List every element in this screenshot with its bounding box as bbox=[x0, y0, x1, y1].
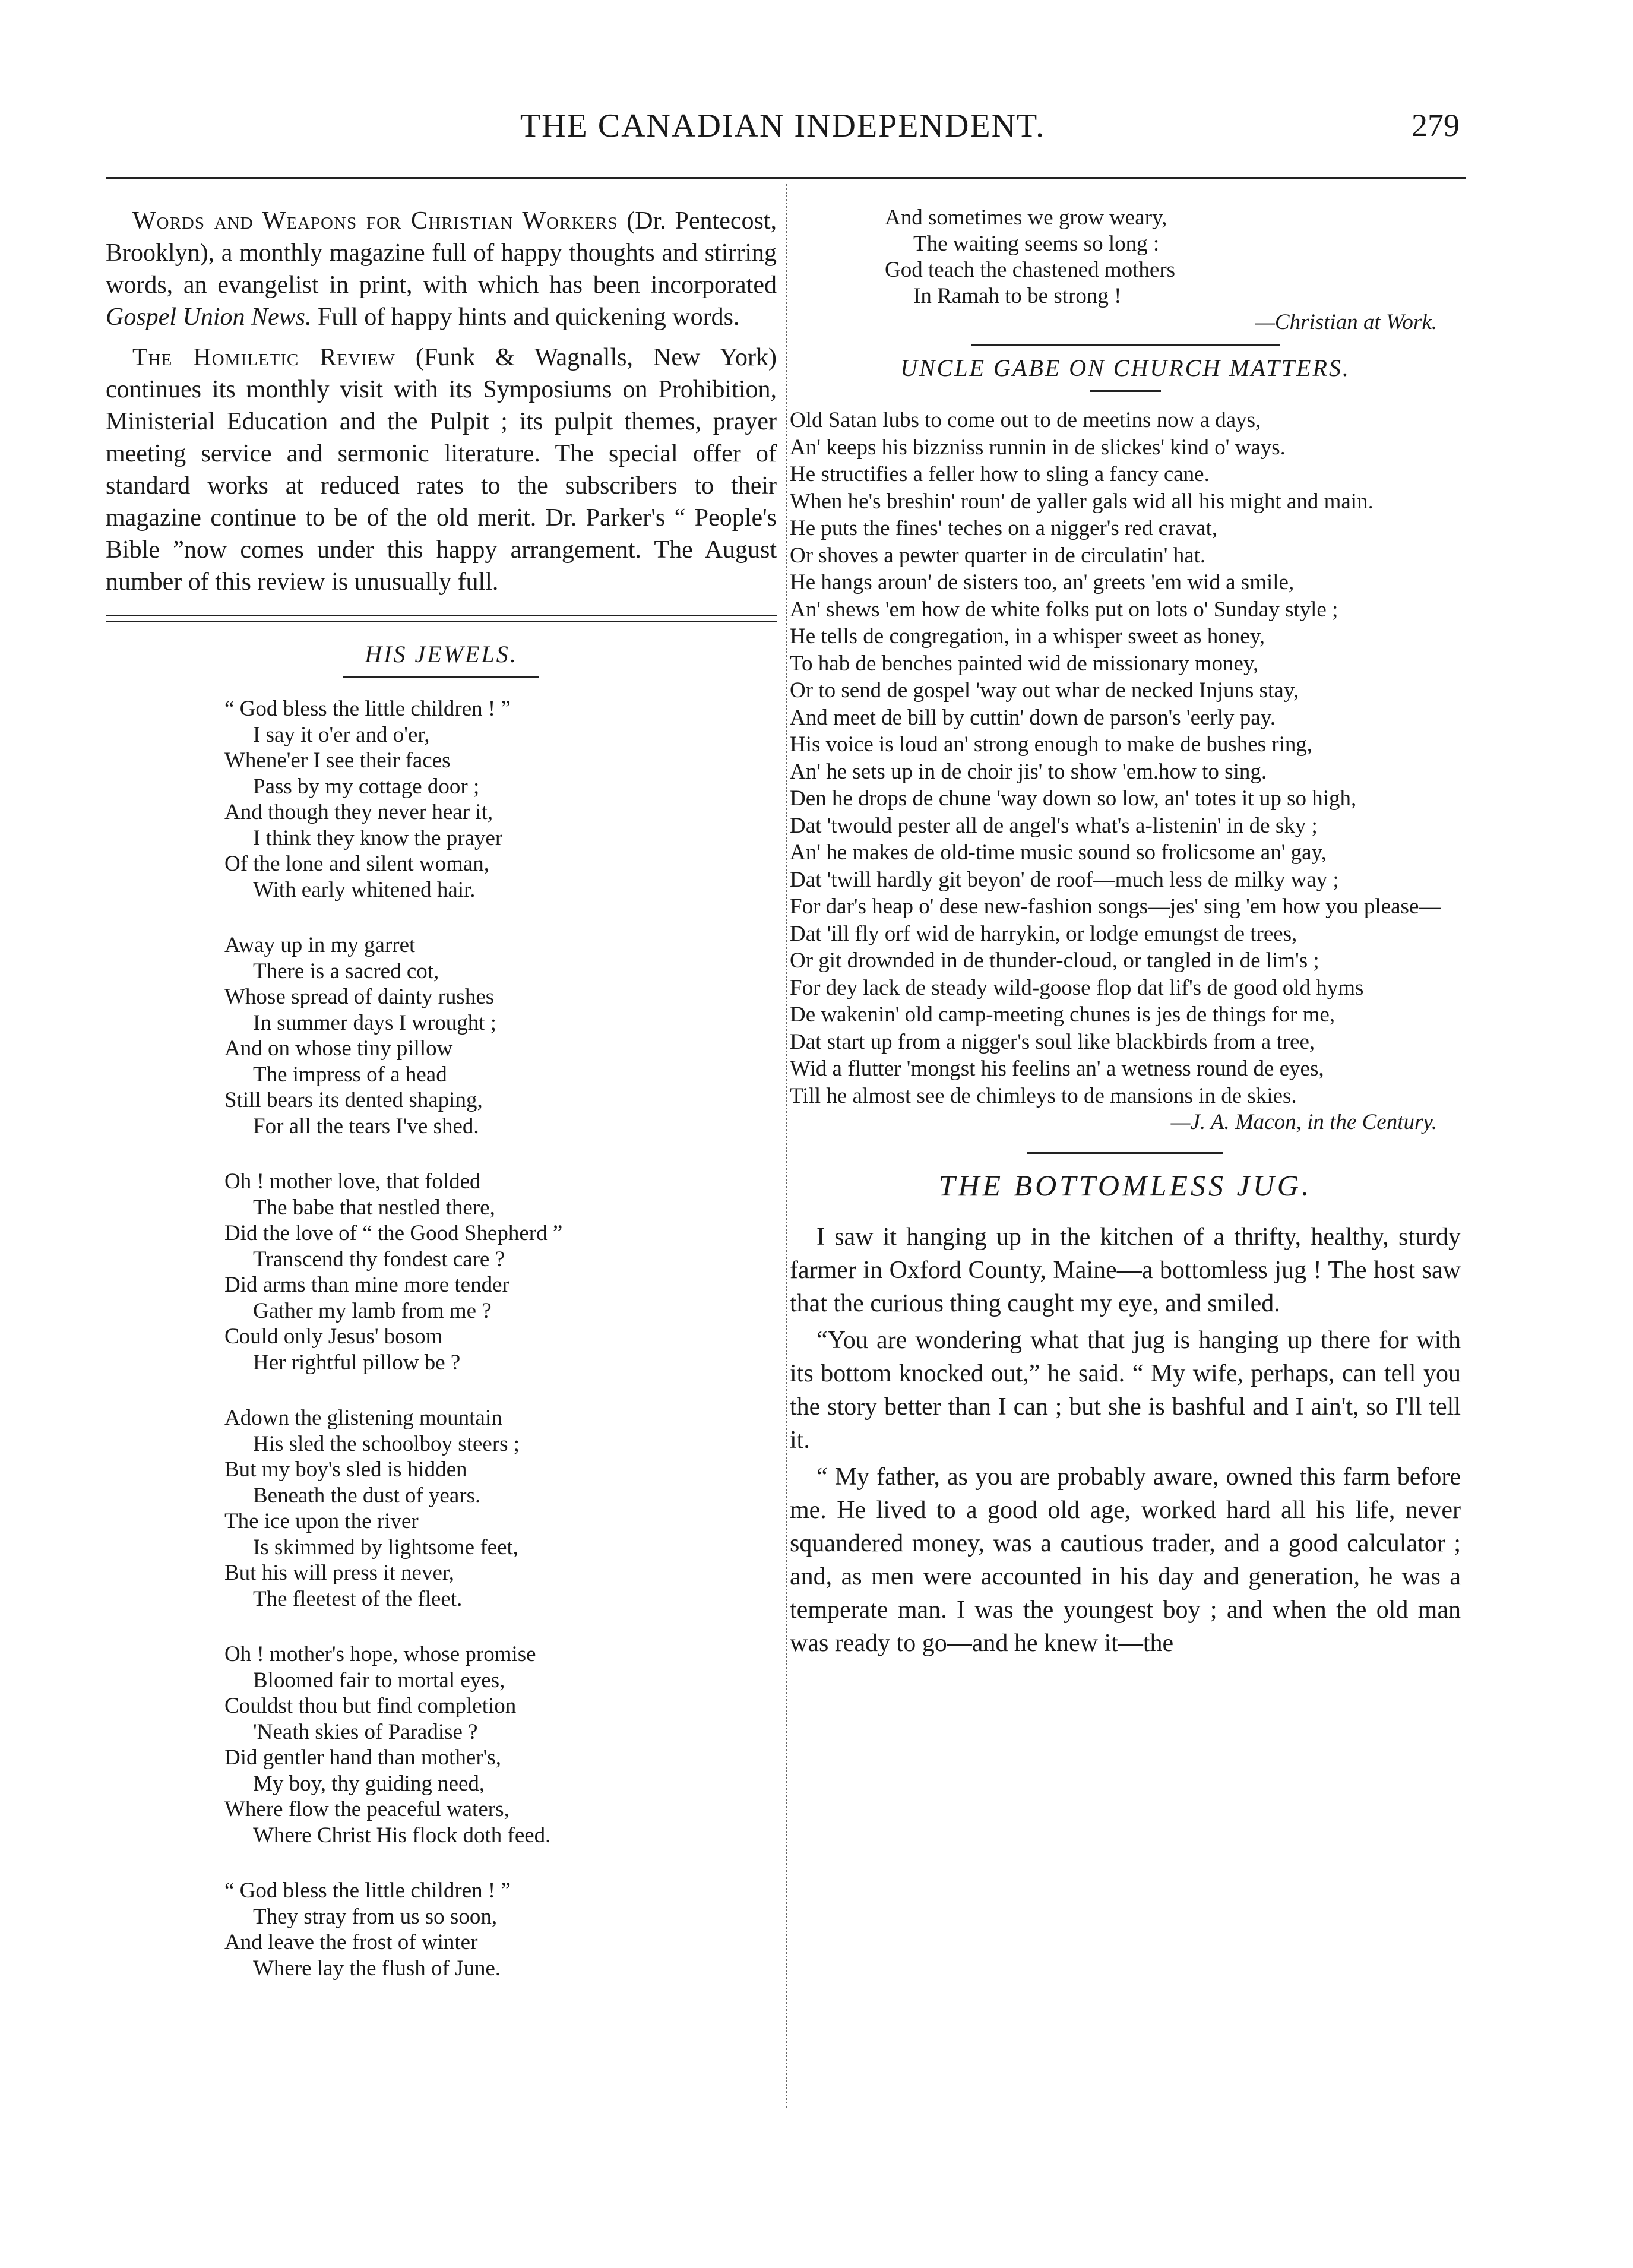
notices bbox=[106, 205, 777, 598]
page-number: 279 bbox=[1412, 107, 1460, 143]
attribution-macon: —J. A. Macon, in the Century. bbox=[1170, 1110, 1437, 1134]
story-paragraph: “ My father, as you are probably aware, owned this farm before me. He lived to a good old age, worked hard all his life, never squandered money, was a cautious trader, and a good calculator ; and, as men were accounted in his day and generation, he was a temperate man. I was the youngest boy ; and when the old man was ready to go—and he knew it—the bbox=[790, 1463, 1461, 1657]
poem-line: Where lay the flush of June. bbox=[253, 1956, 501, 1981]
poem-line: For all the tears I've shed. bbox=[253, 1114, 479, 1138]
poem-line: In Ramah to be strong ! bbox=[913, 284, 1122, 308]
poem-line: I say it o'er and o'er, bbox=[253, 722, 430, 747]
poem-line: He hangs aroun' de sisters too, an' greets 'em wid a smile, bbox=[790, 570, 1295, 594]
poem-line: “ God bless the little children ! ” bbox=[224, 1878, 511, 1903]
poem-line: My boy, thy guiding need, bbox=[253, 1771, 485, 1796]
poem-line: Till he almost see de chimleys to de mansions in de skies. bbox=[790, 1083, 1297, 1108]
left-column bbox=[106, 205, 777, 2011]
poem-line: And though they never hear it, bbox=[224, 800, 493, 824]
poem-line: An' shews 'em how de white folks put on lots o' Sunday style ; bbox=[790, 597, 1338, 622]
poem-line: Did gentler hand than mother's, bbox=[224, 1745, 501, 1770]
page-title: THE CANADIAN INDEPENDENT. bbox=[520, 107, 1046, 144]
poem-line: His sled the schoolboy steers ; bbox=[253, 1431, 520, 1456]
poem-line: The fleetest of the fleet. bbox=[253, 1586, 463, 1611]
poem-stanza bbox=[224, 932, 777, 1139]
poem-line: Dat start up from a nigger's soul like blackbirds from a tree, bbox=[790, 1029, 1315, 1054]
poem-line: The waiting seems so long : bbox=[913, 232, 1160, 256]
poem-line: An' he makes de old-time music sound so frolicsome an' gay, bbox=[790, 840, 1327, 865]
poem-line: His voice is loud an' strong enough to make de bushes ring, bbox=[790, 732, 1313, 757]
poem-line: And on whose tiny pillow bbox=[224, 1036, 453, 1061]
page-header bbox=[106, 89, 1460, 160]
poem-stanza bbox=[224, 696, 777, 903]
poem-line: 'Neath skies of Paradise ? bbox=[253, 1719, 478, 1744]
poem-line: They stray from us so soon, bbox=[253, 1904, 498, 1929]
poem-line: Oh ! mother love, that folded bbox=[224, 1169, 481, 1194]
title-rule bbox=[343, 676, 539, 678]
poem-stanza bbox=[224, 1169, 777, 1375]
notice-words-and-weapons: Words and Weapons for Christian Workers (Dr. Pentecost, Brooklyn), a monthly magazine full of happy thoughts and stirring words, an evangelist in print, with which has been incorporated Gospel Union News. Full of happy hints and quickening words. bbox=[106, 207, 777, 331]
story-paragraph: “You are wondering what that jug is hanging up there for with its bottom knocked out,” he said. “ My wife, perhaps, can tell you the story better than I can ; but she is bashful and I ain't, so I'll tell it. bbox=[790, 1327, 1461, 1454]
poem-line: Or to send de gospel 'way out whar de necked Injuns stay, bbox=[790, 678, 1299, 703]
poem-line: Couldst thou but find completion bbox=[224, 1694, 517, 1718]
poem-line: For dey lack de steady wild-goose flop dat lif's de good old hyms bbox=[790, 975, 1364, 1000]
poem-line: Her rightful pillow be ? bbox=[253, 1350, 461, 1375]
poem-line: Whose spread of dainty rushes bbox=[224, 985, 495, 1009]
poem-title: HIS JEWELS. bbox=[365, 641, 518, 668]
poem-line: Did the love of “ the Good Shepherd ” bbox=[224, 1221, 563, 1245]
poem-line: The ice upon the river bbox=[224, 1509, 419, 1533]
poem-line: The babe that nestled there, bbox=[253, 1195, 495, 1220]
notice-homiletic-review: The Homiletic Review (Funk & Wagnalls, New York) continues its monthly visit with its Symposiums on Prohibition, Ministerial Education and the Pulpit ; its pulpit themes, prayer meeting service and sermonic literature. The special offer of standard works at reduced rates to the subscribers to their magazine continue to be of the old merit. Dr. Parker's “ People's Bible ”now comes under this happy arrangement. The August number of this review is unusually full. bbox=[106, 344, 777, 596]
poem-line: There is a sacred cot, bbox=[253, 959, 439, 983]
poem-stanza bbox=[224, 1405, 777, 1612]
poem-line: For dar's heap o' dese new-fashion songs—jes' sing 'em how you please— bbox=[790, 894, 1441, 919]
poem-line: When he's breshin' roun' de yaller gals wid all his might and main. bbox=[790, 489, 1374, 514]
uncle-gabe-title: UNCLE GABE ON CHURCH MATTERS. bbox=[900, 355, 1350, 381]
poem-line: An' he sets up in de choir jis' to show 'em.how to sing. bbox=[790, 759, 1267, 784]
poem-continuation bbox=[885, 205, 1461, 309]
poem-line: Is skimmed by lightsome feet, bbox=[253, 1535, 519, 1560]
poem-line: Whene'er I see their faces bbox=[224, 748, 451, 773]
poem-line: Did arms than mine more tender bbox=[224, 1273, 509, 1297]
poem-line: Away up in my garret bbox=[224, 933, 416, 957]
poem-line: Beneath the dust of years. bbox=[253, 1483, 481, 1508]
poem-line: But his will press it never, bbox=[224, 1561, 454, 1585]
poem-line: To hab de benches painted wid de missionary money, bbox=[790, 651, 1259, 676]
attribution-christian-at-work: —Christian at Work. bbox=[1255, 310, 1437, 334]
bottomless-jug-title: THE BOTTOMLESS JUG. bbox=[938, 1169, 1312, 1202]
poem-line: He structifies a feller how to sling a fancy cane. bbox=[790, 462, 1210, 486]
poem-uncle-gabe bbox=[790, 407, 1461, 1109]
poem-line: The impress of a head bbox=[253, 1062, 447, 1087]
right-column bbox=[790, 205, 1461, 1663]
column-divider bbox=[786, 184, 787, 2108]
poem-line: Dat 'twould pester all de angel's what's a-listenin' in de sky ; bbox=[790, 813, 1318, 838]
poem-line: God teach the chastened mothers bbox=[885, 258, 1176, 282]
title-rule bbox=[1090, 390, 1161, 392]
poem-line: Or git drownded in de thunder-cloud, or tangled in de lim's ; bbox=[790, 948, 1319, 973]
poem-line: With early whitened hair. bbox=[253, 877, 476, 902]
poem-line: Bloomed fair to mortal eyes, bbox=[253, 1668, 505, 1693]
poem-line: Pass by my cottage door ; bbox=[253, 774, 480, 799]
poem-his-jewels bbox=[224, 696, 777, 1981]
poem-line: And meet de bill by cuttin' down de parson's 'eerly pay. bbox=[790, 705, 1276, 730]
section-divider bbox=[106, 615, 777, 622]
poem-line: Den he drops de chune 'way down so low, an' totes it up so high, bbox=[790, 786, 1357, 811]
poem-line: Where flow the peaceful waters, bbox=[224, 1797, 509, 1821]
poem-line: Still bears its dented shaping, bbox=[224, 1088, 483, 1112]
poem-line: “ God bless the little children ! ” bbox=[224, 697, 511, 721]
header-rule bbox=[106, 177, 1466, 179]
poem-line: Adown the glistening mountain bbox=[224, 1406, 502, 1430]
poem-line: But my boy's sled is hidden bbox=[224, 1457, 467, 1482]
poem-line: Or shoves a pewter quarter in de circulatin' hat. bbox=[790, 543, 1206, 568]
poem-line: He puts the fines' teches on a nigger's red cravat, bbox=[790, 516, 1218, 540]
story-paragraph: I saw it hanging up in the kitchen of a thrifty, healthy, sturdy farmer in Oxford County, Maine—a bottomless jug ! The host saw that the curious thing caught my eye, and smiled. bbox=[790, 1223, 1461, 1317]
poem-line: I think they know the prayer bbox=[253, 825, 503, 850]
poem-line: Wid a flutter 'mongst his feelins an' a wetness round de eyes, bbox=[790, 1056, 1324, 1081]
section-rule bbox=[1027, 1152, 1223, 1154]
poem-line: Gather my lamb from me ? bbox=[253, 1298, 492, 1323]
poem-stanza bbox=[224, 1878, 777, 1981]
poem-line: Dat 'ill fly orf wid de harrykin, or lodge emungst de trees, bbox=[790, 921, 1297, 946]
poem-line: Could only Jesus' bosom bbox=[224, 1324, 443, 1349]
section-rule bbox=[971, 344, 1280, 346]
poem-line: De wakenin' old camp-meeting chunes is jes de things for me, bbox=[790, 1002, 1335, 1027]
poem-line: Dat 'twill hardly git beyon' de roof—much less de milky way ; bbox=[790, 867, 1339, 892]
poem-line: Of the lone and silent woman, bbox=[224, 852, 489, 876]
poem-line: Where Christ His flock doth feed. bbox=[253, 1823, 551, 1848]
poem-line: In summer days I wrought ; bbox=[253, 1010, 497, 1035]
poem-line: Oh ! mother's hope, whose promise bbox=[224, 1642, 536, 1666]
poem-line: And leave the frost of winter bbox=[224, 1930, 478, 1954]
poem-line: He tells de congregation, in a whisper sweet as honey, bbox=[790, 624, 1265, 649]
bottomless-jug-story bbox=[790, 1220, 1461, 1660]
poem-stanza bbox=[224, 1641, 777, 1848]
poem-line: Transcend thy fondest care ? bbox=[253, 1247, 505, 1271]
poem-line: Old Satan lubs to come out to de meetins now a days, bbox=[790, 408, 1261, 432]
poem-line: And sometimes we grow weary, bbox=[885, 205, 1167, 230]
poem-line: An' keeps his bizzniss runnin in de slickes' kind o' ways. bbox=[790, 435, 1286, 460]
